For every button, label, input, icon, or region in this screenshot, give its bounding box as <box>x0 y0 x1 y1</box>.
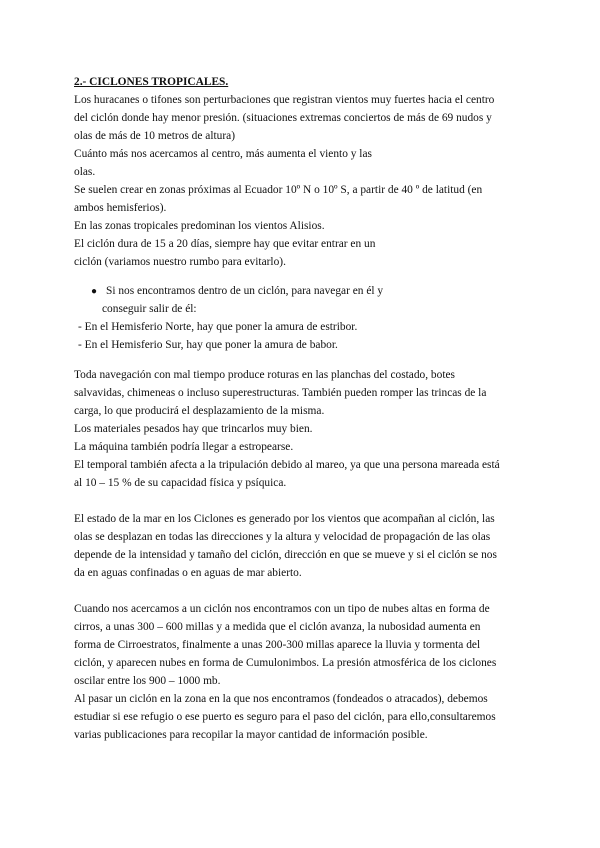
paragraph-line: olas. <box>74 166 96 178</box>
paragraph-line: forma de Cirroestratos, finalmente a unas 200-300 millas aparece la lluvia y tormenta del <box>74 639 481 651</box>
paragraph-line: ciclón (variamos nuestro rumbo para evitarlo). <box>74 256 286 268</box>
list-item: - En el Hemisferio Norte, hay que poner la amura de estribor. <box>78 321 358 333</box>
paragraph-line: El temporal también afecta a la tripulación debido al mareo, ya que una persona mareada está <box>74 459 500 471</box>
paragraph-line: Se suelen crear en zonas próximas al Ecuador 10º N o 10º S, a partir de 40 º de latitud (en <box>74 184 483 196</box>
paragraph-line: Los materiales pesados hay que trincarlos muy bien. <box>74 423 313 435</box>
paragraph-line: carga, lo que producirá el desplazamiento de la misma. <box>74 405 325 417</box>
paragraph-line: salvavidas, chimeneas o incluso superestructuras. También pueden romper las trincas de la <box>74 387 487 399</box>
bullet-text-continued: conseguir salir de él: <box>102 303 197 315</box>
bullet-icon: ● <box>91 286 98 297</box>
paragraph-line: El ciclón dura de 15 a 20 días, siempre hay que evitar entrar en un <box>74 238 376 250</box>
paragraph-line: En las zonas tropicales predominan los vientos Alisios. <box>74 220 325 232</box>
paragraph-line: Los huracanes o tifones son perturbaciones que registran vientos muy fuertes hacia el centro <box>74 94 495 106</box>
paragraph-line: ciclón, y aparecen nubes en forma de Cumulonimbos. La presión atmosférica de los ciclones <box>74 657 497 669</box>
paragraph-line: Cuánto más nos acercamos al centro, más aumenta el viento y las <box>74 148 372 160</box>
paragraph-line: Toda navegación con mal tiempo produce roturas en las planchas del costado, botes <box>74 369 455 381</box>
section-title: 2.- CICLONES TROPICALES. <box>74 76 229 88</box>
paragraph-line: del ciclón donde hay menor presión. (situaciones extremas conciertos de más de 69 nudos y <box>74 112 492 124</box>
paragraph-line: olas de más de 10 metros de altura) <box>74 130 235 142</box>
paragraph-line: da en aguas confinadas o en aguas de mar abierto. <box>74 567 302 579</box>
paragraph-line: estudiar si ese refugio o ese puerto es seguro para el paso del ciclón, para ello,consultaremos <box>74 711 496 723</box>
paragraph-line: depende de la intensidad y tamaño del ciclón, dirección en que se mueve y si el ciclón se nos <box>74 549 497 561</box>
paragraph-line: cirros, a unas 300 – 600 millas y a medida que el ciclón avanza, la nubosidad aumenta en <box>74 621 481 633</box>
paragraph-line: oscilar entre los 900 – 1000 mb. <box>74 675 221 687</box>
paragraph-line: al 10 – 15 % de su capacidad física y psíquica. <box>74 477 287 489</box>
paragraph-line: ambos hemisferios). <box>74 202 167 214</box>
paragraph-line: El estado de la mar en los Ciclones es generado por los vientos que acompañan al ciclón, las <box>74 513 495 525</box>
paragraph-line: varias publicaciones para recopilar la mayor cantidad de información posible. <box>74 729 428 741</box>
bullet-text: Si nos encontramos dentro de un ciclón, para navegar en él y <box>106 285 384 297</box>
paragraph-line: olas se desplazan en todas las direcciones y la altura y velocidad de propagación de las olas <box>74 531 491 543</box>
paragraph-line: Cuando nos acercamos a un ciclón nos encontramos con un tipo de nubes altas en forma de <box>74 603 490 615</box>
paragraph-line: Al pasar un ciclón en la zona en la que nos encontramos (fondeados o atracados), debemos <box>74 693 488 705</box>
list-item: - En el Hemisferio Sur, hay que poner la amura de babor. <box>78 339 338 351</box>
paragraph-line: La máquina también podría llegar a estropearse. <box>74 441 294 453</box>
